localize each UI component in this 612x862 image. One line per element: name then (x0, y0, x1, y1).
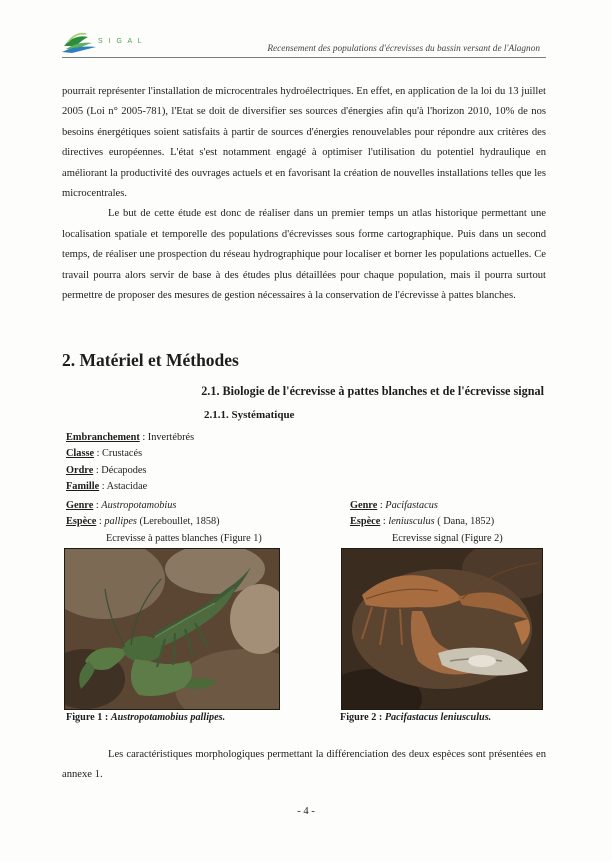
intro-text (62, 82, 546, 306)
genre-row: Genre : Austropotamobius (66, 500, 177, 511)
running-header: Recensement des populations d'écrevisses du bassin versant de l'Alagnon (267, 44, 540, 54)
closing-text (62, 745, 546, 786)
figure-2-caption: Figure 2 : Pacifastacus leniusculus. (340, 712, 492, 723)
paragraph-3: Les caractéristiques morphologiques permettant la différenciation des deux espèces sont présentées en annexe 1. (62, 749, 546, 781)
taxonomy-block (66, 430, 194, 496)
header-rule (62, 57, 546, 58)
tax-row-classe: Classe : Crustacés (66, 448, 143, 460)
subsubsection-heading: 2.1.1. Systématique (204, 409, 295, 421)
tax-row-ordre: Ordre : Décapodes (66, 464, 147, 476)
espece-row: Espèce : leniusculus ( Dana, 1852) (350, 516, 495, 528)
species-left (66, 498, 262, 547)
tax-row-embranchement: Embranchement : Invertébrés (66, 432, 195, 443)
crayfish-pallipes-illustration (65, 549, 279, 709)
common-name: Ecrevisse à pattes blanches (Figure 1) (106, 532, 262, 544)
page-number: - 4 - (297, 806, 315, 817)
tax-row-famille: Famille : Astacidae (66, 481, 148, 493)
subsection-heading: 2.1. Biologie de l'écrevisse à pattes blanches et de l'écrevisse signal (201, 384, 544, 398)
section-heading: 2. Matériel et Méthodes (62, 350, 239, 370)
paragraph-2: Le but de cette étude est donc de réaliser dans un premier temps un atlas historique permettant une localisation spatiale et temporelle des populations d'écrevisses sous forme cartographique. Puis dans un second temps, de réaliser une prospection du réseau hydrographique pour localiser et borner les populations actuelles. Ce travail pourra alors servir de base à des études plus détaillées pour chaque population, mais il pourra surtout permettre de proposer des mesures de gestion nécessaires à la conservation de l'écrevisse à pattes blanches. (62, 208, 546, 302)
figure-1-photo (64, 548, 280, 710)
figure-2-photo (341, 548, 543, 710)
crayfish-leniusculus-illustration (342, 549, 542, 709)
common-name: Ecrevisse signal (Figure 2) (392, 532, 503, 544)
paragraph-1: pourrait représenter l'installation de microcentrales hydroélectriques. En effet, en application de la loi du 13 juillet 2005 (Loi n° 2005-781), l'Etat se doit de diversifier ses sources d'énergies afin qu'à l'horizon 2010, 10% de nos besoins énergétiques soient satisfaits à partir de sources d'énergies renouvelables pour répondre aux critères des directives européennes. L'état s'est notamment engagé à optimiser l'utilisation du potentiel hydraulique en améliorant la productivité des ouvrages actuels et en favorisant la création de nouvelles installations telles que les microcentrales. (62, 86, 546, 200)
espece-row: Espèce : pallipes (Lereboullet, 1858) (66, 516, 220, 528)
genre-row: Genre : Pacifastacus (350, 500, 438, 511)
species-right (350, 498, 503, 547)
figure-1-caption: Figure 1 : Austropotamobius pallipes. (66, 712, 226, 723)
logo-text: S I G A L (98, 38, 144, 45)
